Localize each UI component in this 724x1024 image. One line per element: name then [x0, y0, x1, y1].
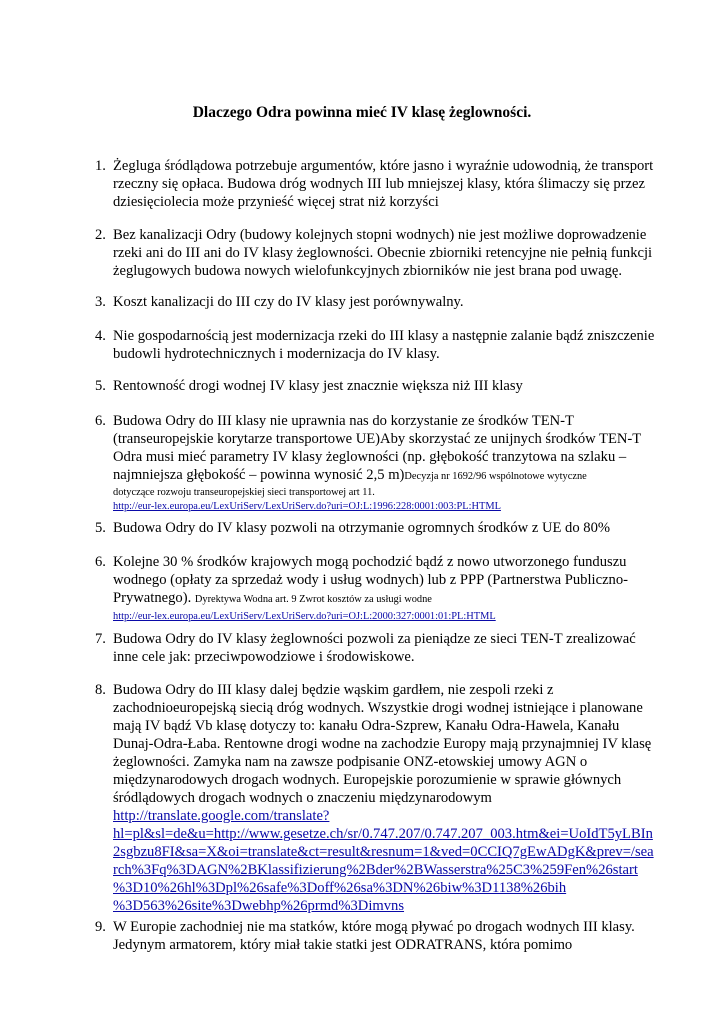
- item-number: 9.: [95, 919, 106, 935]
- item-text-line: mają IV bądź Vb klasę dotyczy to: kanału Odra-Szprew, Kanału Odra-Hawela, Kanału: [113, 718, 620, 734]
- translate-link[interactable]: %3D10%26hl%3Dpl%26safe%3Doff%26sa%3DN%26biw%3D1138%26bih: [113, 880, 567, 896]
- item-text-line: Budowa Odry do IV klasy pozwoli na otrzymanie ogromnych środków z UE do 80%: [113, 520, 611, 536]
- item-text-line: Koszt kanalizacji do III czy do IV klasy jest porównywalny.: [113, 294, 464, 310]
- item-number: 1.: [95, 158, 106, 174]
- item-text-line: Budowa Odry do III klasy nie uprawnia nas do korzystanie ze środków TEN-T: [113, 413, 574, 429]
- item-text-line: Kolejne 30 % środków krajowych mogą pochodzić bądź z nowo utworzonego funduszu: [113, 554, 627, 570]
- page-title: Dlaczego Odra powinna mieć IV klasę żeglowności.: [192, 104, 532, 121]
- translate-link[interactable]: %3D563%26site%3Dwebhp%26prmd%3Dimvns: [113, 898, 405, 914]
- translate-link[interactable]: 2sgbzu8FI&sa=X&oi=translate&ct=result&resnum=1&ved=0CCIQ7gEwADgK&prev=/sea: [113, 844, 654, 860]
- citation-note: dotyczące rozwoju transeuropejskiej sieci transportowej art 11.: [113, 487, 375, 498]
- item-text-line: Żegluga śródlądowa potrzebuje argumentów, które jasno i wyraźnie udowodnią, że transport: [113, 158, 654, 174]
- list-item-4: [95, 327, 665, 363]
- item-number: 2.: [95, 227, 106, 243]
- eur-lex-link[interactable]: http://eur-lex.europa.eu/LexUriServ/LexUriServ.do?uri=OJ:L:2000:327:0001:01:PL:HTML: [113, 611, 496, 622]
- item-number: 6.: [95, 413, 106, 429]
- item-number: 6.: [95, 554, 106, 570]
- item-text-line: międzynarodowych drogach wodnych. Europejskie porozumienie w sprawie głównych: [113, 772, 622, 788]
- list-item-8: [95, 681, 665, 915]
- item-text-line: (transeuropejskie korytarze transportowe UE)Aby skorzystać ze unijnych środków TEN-T: [113, 431, 642, 447]
- item-number: 3.: [95, 294, 106, 310]
- item-text-line: Rentowność drogi wodnej IV klasy jest znacznie większa niż III klasy: [113, 378, 523, 394]
- list-item-6: [95, 412, 665, 514]
- item-text-line: wodnego (opłaty za sprzedaż wody i usług wodnych) lub z PPP (Partnerstwa Publiczno-: [113, 572, 628, 588]
- item-text-line: żeglowności. Zamyka nam na zawsze podpisanie ONZ-etowskiej umowy AGN o: [113, 754, 588, 770]
- item-text: najmniejsza głębokość – powinna wynosić 2,5 m): [113, 467, 405, 483]
- list-item-2: [95, 226, 665, 280]
- item-text-line: Dunaj-Odra-Łaba. Rentowne drogi wodne na zachodzie Europy mają przynajmniej IV klasę: [113, 736, 652, 752]
- item-text-line: [113, 466, 665, 486]
- list-item-7: [95, 630, 665, 666]
- item-text: Prywatnego).: [113, 590, 195, 606]
- translate-link[interactable]: http://translate.google.com/translate?: [113, 808, 330, 824]
- item-text-line: W Europie zachodniej nie ma statków, które mogą pływać po drogach wodnych III klasy.: [113, 919, 635, 935]
- citation-note: Dyrektywa Wodna art. 9 Zwrot kosztów za usługi wodne: [194, 594, 432, 605]
- item-number: 5.: [95, 378, 106, 394]
- item-text-line: [113, 589, 665, 609]
- item-text-line: Bez kanalizacji Odry (budowy kolejnych stopni wodnych) nie jest możliwe doprowadzenie: [113, 227, 647, 243]
- eur-lex-link[interactable]: http://eur-lex.europa.eu/LexUriServ/LexUriServ.do?uri=OJ:L:1996:228:0001:003:PL:HTML: [113, 501, 501, 512]
- list-item-5b: [95, 519, 665, 537]
- translate-link[interactable]: hl=pl&sl=de&u=http://www.gesetze.ch/sr/0.747.207/0.747.207_003.htm&ei=UoIdT5yLBIn: [113, 826, 653, 842]
- item-number: 8.: [95, 682, 106, 698]
- item-text-line: Jedynym armatorem, który miał takie statki jest ODRATRANS, która pomimo: [113, 937, 573, 953]
- item-text-line: rzeczny się opłaca. Budowa dróg wodnych III lub mniejszej klasy, która ślimaczy się przez: [113, 176, 645, 192]
- item-text-line: Odra musi mieć parametry IV klasy żeglowności (np. głębokość tranzytowa na szlaku –: [113, 449, 627, 465]
- item-text-line: Budowa Odry do III klasy dalej będzie wąskim gardłem, nie zespoli rzeki z: [113, 682, 554, 698]
- item-text-line: budowli hydrotechnicznych i modernizacja do IV klasy.: [113, 346, 440, 362]
- item-text-line: Budowa Odry do IV klasy żeglowności pozwoli za pieniądze ze sieci TEN-T zrealizować: [113, 631, 636, 647]
- item-text-line: rzeki ani do III ani do IV klasy żeglowności. Obecnie zbiorniki retencyjne nie pełnią funkcji: [113, 245, 653, 261]
- item-text-line: inne cele jak: przeciwpowodziowe i środowiskowe.: [113, 649, 415, 665]
- list-item-1: [95, 157, 665, 211]
- item-text-line: śródlądowych drogach wodnych o znaczeniu międzynarodowym: [113, 790, 492, 806]
- list-item-3: [95, 293, 665, 311]
- item-text-line: dziesięciolecia może przynieść więcej strat niż korzyści: [113, 194, 439, 210]
- item-number: 7.: [95, 631, 106, 647]
- list-item-5: [95, 377, 665, 395]
- list-item-9: [95, 918, 665, 954]
- item-text-line: żeglugowych budowa nowych wielofunkcyjnych zbiorników nie jest brana pod uwagę.: [113, 263, 623, 279]
- item-text-line: zachodnioeuropejską siecią dróg wodnych. Wszystkie drogi wodnej istniejące i planowane: [113, 700, 643, 716]
- item-number: 4.: [95, 328, 106, 344]
- list-item-6b: [95, 553, 665, 625]
- translate-link[interactable]: rch%3Fq%3DAGN%2BKlassifizierung%2Bder%2BWasserstra%25C3%259Fen%26start: [113, 862, 638, 878]
- citation-note: Decyzja nr 1692/96 wspólnotowe wytyczne: [404, 471, 587, 482]
- item-number: 5.: [95, 520, 106, 536]
- item-text-line: Nie gospodarnością jest modernizacja rzeki do III klasy a następnie zalanie bądź zniszczenie: [113, 328, 655, 344]
